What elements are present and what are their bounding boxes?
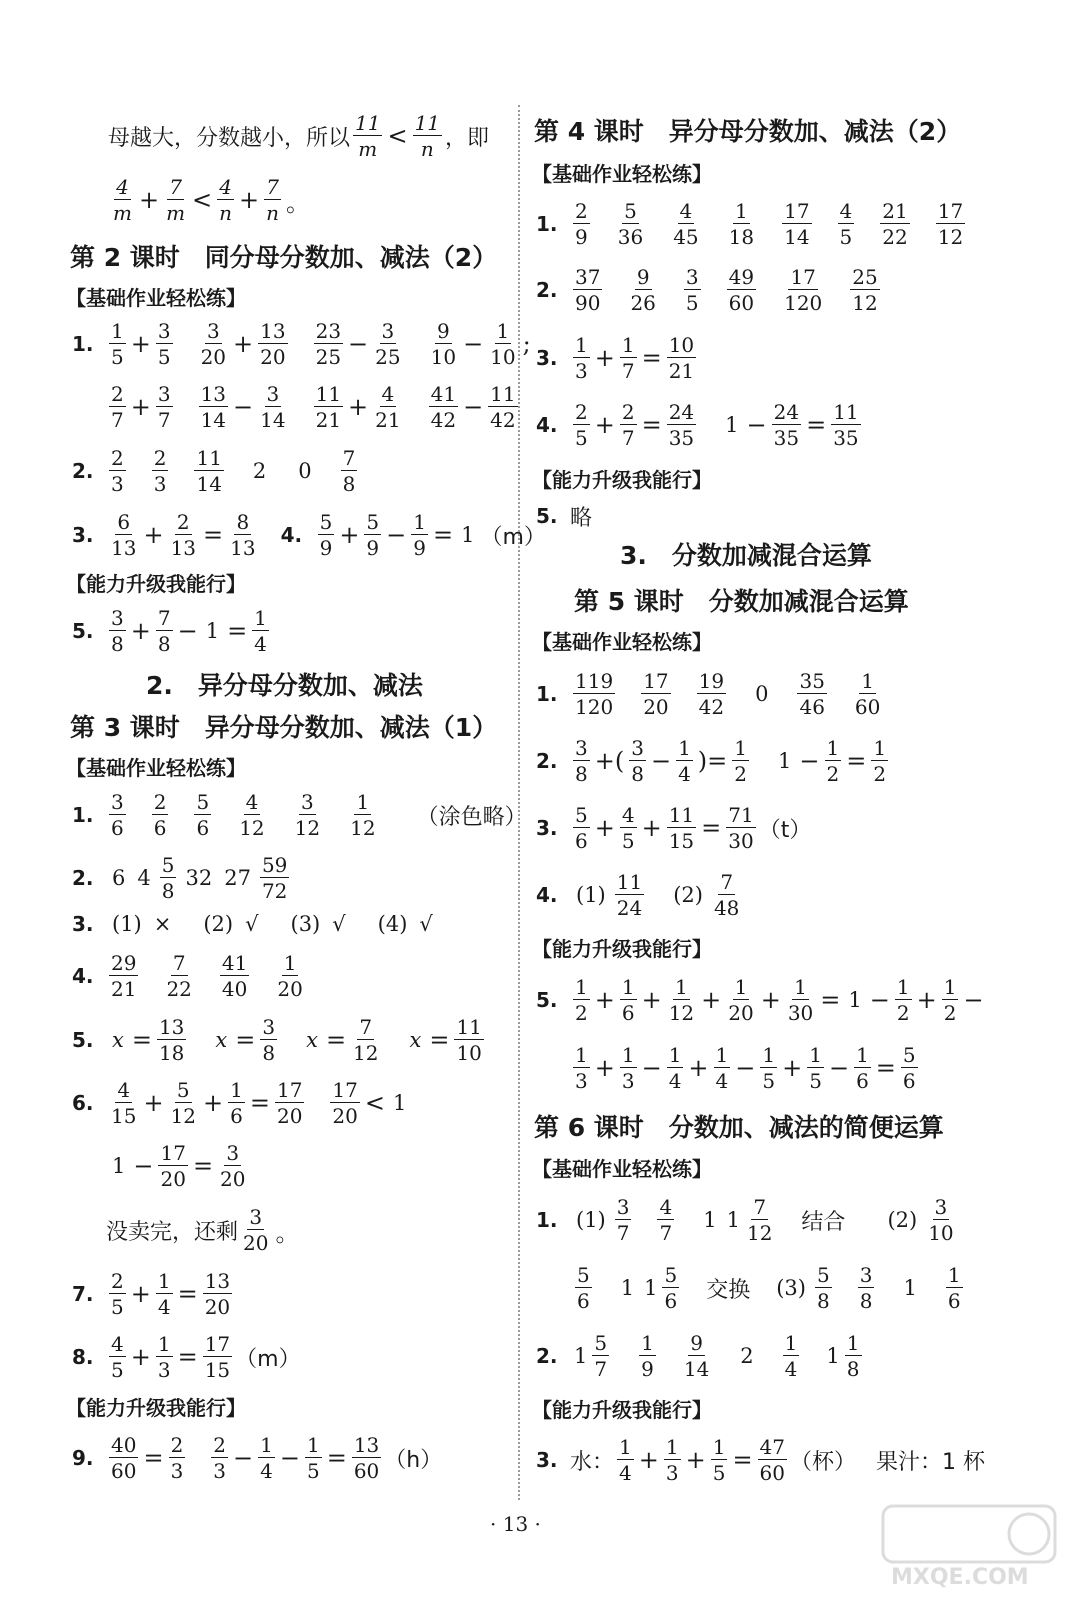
l3-item-4: 4. $\frac{29}{21}$ $\frac{7}{22}$ $\frac{41}{40}$ $\frac{1}{20}$ <box>72 951 303 1001</box>
l3-item-3: 3. (1) × (2) √ (3) √ (4) √ <box>72 912 433 936</box>
page-number: · 13 · <box>490 1512 541 1536</box>
basic-practice-label: 【基础作业轻松练】 <box>66 285 246 310</box>
section-3-title: 3. 分数加减混合运算 <box>620 541 872 570</box>
basic-practice-label: 【基础作业轻松练】 <box>532 629 712 654</box>
l5-item-2: 2. $\frac{3}{8}$ +( $\frac{3}{8}$ − $\frac{1}{4}$ )= $\frac{1}{2}$ 1 − $\frac{1}{2}$ = $\frac{1}{2}$ <box>536 736 887 786</box>
l5-item-1: 1. $\frac{119}{120}$ $\frac{17}{20}$ $\frac{19}{42}$ 0 $\frac{35}{46}$ $\frac{1}{60}$ <box>536 669 881 719</box>
lesson-3-heading: 第 3 课时 异分母分数加、减法（1） <box>70 713 498 742</box>
basic-practice-label: 【基础作业轻松练】 <box>532 1156 712 1181</box>
fraction: $\frac{11}{n}$ <box>414 111 441 161</box>
column-divider <box>518 105 520 1500</box>
paint-note: （涂色略） <box>416 804 527 830</box>
l6-item-2: 2. 1 $\frac{5}{7}$ $\frac{1}{9}$ $\frac{9}{14}$ 2 $\frac{1}{4}$ 1 $\frac{1}{8}$ <box>536 1331 860 1381</box>
l5-item-3: 3. $\frac{5}{6}$ + $\frac{4}{5}$ + $\frac{11}{15}$ = $\frac{71}{30}$ （t） <box>536 803 812 853</box>
l4-item-3: 3. $\frac{1}{3}$ + $\frac{1}{7}$ = $\frac{10}{21}$ <box>536 333 695 383</box>
l5-item-5a: 5. $\frac{1}{2}$ + $\frac{1}{6}$ + $\frac{1}{12}$ + $\frac{1}{20}$ + $\frac{1}{30}$ = 1 − $\frac{1}{2}$ + $\frac{1}{2}$ − <box>536 975 984 1025</box>
l4-item-2: 2. $\frac{37}{90}$ $\frac{9}{26}$ $\frac{3}{5}$ $\frac{49}{60}$ $\frac{17}{120}$ $\frac{25}{12}$ <box>536 265 878 315</box>
basic-practice-label: 【基础作业轻松练】 <box>532 161 712 186</box>
l3-item-6c: 没卖完，还剩 $\frac{3}{20}$ 。 <box>106 1205 300 1255</box>
l3-item-5: 5. x = $\frac{13}{18}$ x = $\frac{3}{8}$ x = $\frac{7}{12}$ x = $\frac{11}{10}$ <box>72 1015 482 1065</box>
fraction: $\frac{11}{m}$ <box>355 111 381 161</box>
l6-item-1b: $\frac{5}{6}$ 1 1 $\frac{5}{6}$ 交换 (3) $\frac{5}{8}$ $\frac{3}{8}$ 1 $\frac{1}{6}$ <box>577 1263 961 1313</box>
l3-item-6b: 1 − $\frac{17}{20}$ = $\frac{3}{20}$ <box>112 1141 246 1191</box>
lesson-6-heading: 第 6 课时 分数加、减法的简便运算 <box>534 1113 944 1142</box>
l3-item-7: 7. $\frac{2}{5}$ + $\frac{1}{4}$ = $\frac{13}{20}$ <box>72 1269 231 1319</box>
l3-item-6a: 6. $\frac{4}{15}$ + $\frac{5}{12}$ + $\frac{1}{6}$ = $\frac{17}{20}$ $\frac{17}{20}$ < 1 <box>72 1078 407 1128</box>
continuation-tail: ，即 <box>445 125 490 151</box>
continuation-line-2: $\frac{4}{m}$ + $\frac{7}{m}$ < $\frac{4}{n}$ + $\frac{7}{n}$ 。 <box>113 175 311 225</box>
l2-item-5: 5. $\frac{3}{8}$ + $\frac{7}{8}$ − 1 = $\frac{1}{4}$ <box>72 606 267 656</box>
ability-label: 【能力升级我能行】 <box>532 936 712 961</box>
watermark-logo <box>879 1502 1059 1592</box>
lesson-4-heading: 第 4 课时 异分母分数加、减法（2） <box>534 117 962 146</box>
continuation-text: 母越大，分数越小，所以 <box>108 125 351 151</box>
l4-item-1: 1. $\frac{2}{9}$ $\frac{5}{36}$ $\frac{4}{45}$ $\frac{1}{18}$ $\frac{17}{14}$ $\frac{4}{5}$ $\frac{21}{22}$ $\frac{17}{12}$ <box>536 199 964 249</box>
lesson-2-heading: 第 2 课时 同分母分数加、减法（2） <box>70 243 498 272</box>
l2-item-3-4: 3. $\frac{6}{13}$ + $\frac{2}{13}$ = $\frac{8}{13}$ 4. $\frac{5}{9}$ + $\frac{5}{9}$ − $\frac{1}{9}$ = 1 （m） <box>72 510 546 560</box>
l2-item-1b: $\frac{2}{7}$ + $\frac{3}{7}$ $\frac{13}{14}$ − $\frac{3}{14}$ $\frac{11}{21}$ + $\frac{4}{21}$ $\frac{41}{42}$ − $\frac{11}{42}$ <box>111 382 516 432</box>
watermark-text: MXQE.COM <box>891 1565 1029 1590</box>
l3-item-2: 2. 6 4 $\frac{5}{8}$ 32 27 $\frac{59}{72}$ <box>72 853 288 903</box>
l6-item-3: 3. 水： $\frac{1}{4}$ + $\frac{1}{3}$ + $\frac{1}{5}$ = $\frac{47}{60}$ （杯） 果汁：1 杯 <box>536 1435 986 1485</box>
l3-item-9: 9. $\frac{40}{60}$ = $\frac{2}{3}$ $\frac{2}{3}$ − $\frac{1}{4}$ − $\frac{1}{5}$ = $\frac{13}{60}$ （h） <box>72 1433 443 1483</box>
ability-label: 【能力升级我能行】 <box>66 1395 246 1420</box>
l4-item-4: 4. $\frac{2}{5}$ + $\frac{2}{7}$ = $\frac{24}{35}$ 1 − $\frac{24}{35}$ = $\frac{11}{35}$ <box>536 400 859 450</box>
l2-item-1a: 1. $\frac{1}{5}$ + $\frac{3}{5}$ $\frac{3}{20}$ + $\frac{13}{20}$ $\frac{23}{25}$ − $\frac{3}{25}$ $\frac{9}{10}$ − $\frac{1}{10}$ ; <box>72 319 531 369</box>
continuation-line-1: 母越大，分数越小，所以 $\frac{11}{m}$ < $\frac{11}{n}$ ，即 <box>108 111 490 161</box>
l2-item-2: 2. $\frac{2}{3}$ $\frac{2}{3}$ $\frac{11}{14}$ 2 0 $\frac{7}{8}$ <box>72 446 356 496</box>
l5-item-4: 4. (1) $\frac{11}{24}$ (2) $\frac{7}{48}$ <box>536 870 740 920</box>
basic-practice-label: 【基础作业轻松练】 <box>66 755 246 780</box>
section-2-title: 2. 异分母分数加、减法 <box>146 671 423 700</box>
l3-item-8: 8. $\frac{4}{5}$ + $\frac{1}{3}$ = $\frac{17}{15}$ （m） <box>72 1332 301 1382</box>
ability-label: 【能力升级我能行】 <box>532 1397 712 1422</box>
l3-item-1: 1. $\frac{3}{6}$ $\frac{2}{6}$ $\frac{5}{6}$ $\frac{4}{12}$ $\frac{3}{12}$ $\frac{1}{12}$ （涂色略） <box>72 790 527 840</box>
l6-item-1a: 1. (1) $\frac{3}{7}$ $\frac{4}{7}$ 1 1 $\frac{7}{12}$ 结合 (2) $\frac{3}{10}$ <box>536 1195 954 1245</box>
l5-item-5b: $\frac{1}{3}$ + $\frac{1}{3}$ − $\frac{1}{4}$ + $\frac{1}{4}$ − $\frac{1}{5}$ + $\frac{1}{5}$ − $\frac{1}{6}$ = $\frac{5}{6}$ <box>575 1043 916 1093</box>
ability-label: 【能力升级我能行】 <box>532 467 712 492</box>
lesson-5-heading: 第 5 课时 分数加减混合运算 <box>574 587 909 616</box>
l4-item-5: 5. 略 <box>536 504 593 531</box>
ability-label: 【能力升级我能行】 <box>66 571 246 596</box>
